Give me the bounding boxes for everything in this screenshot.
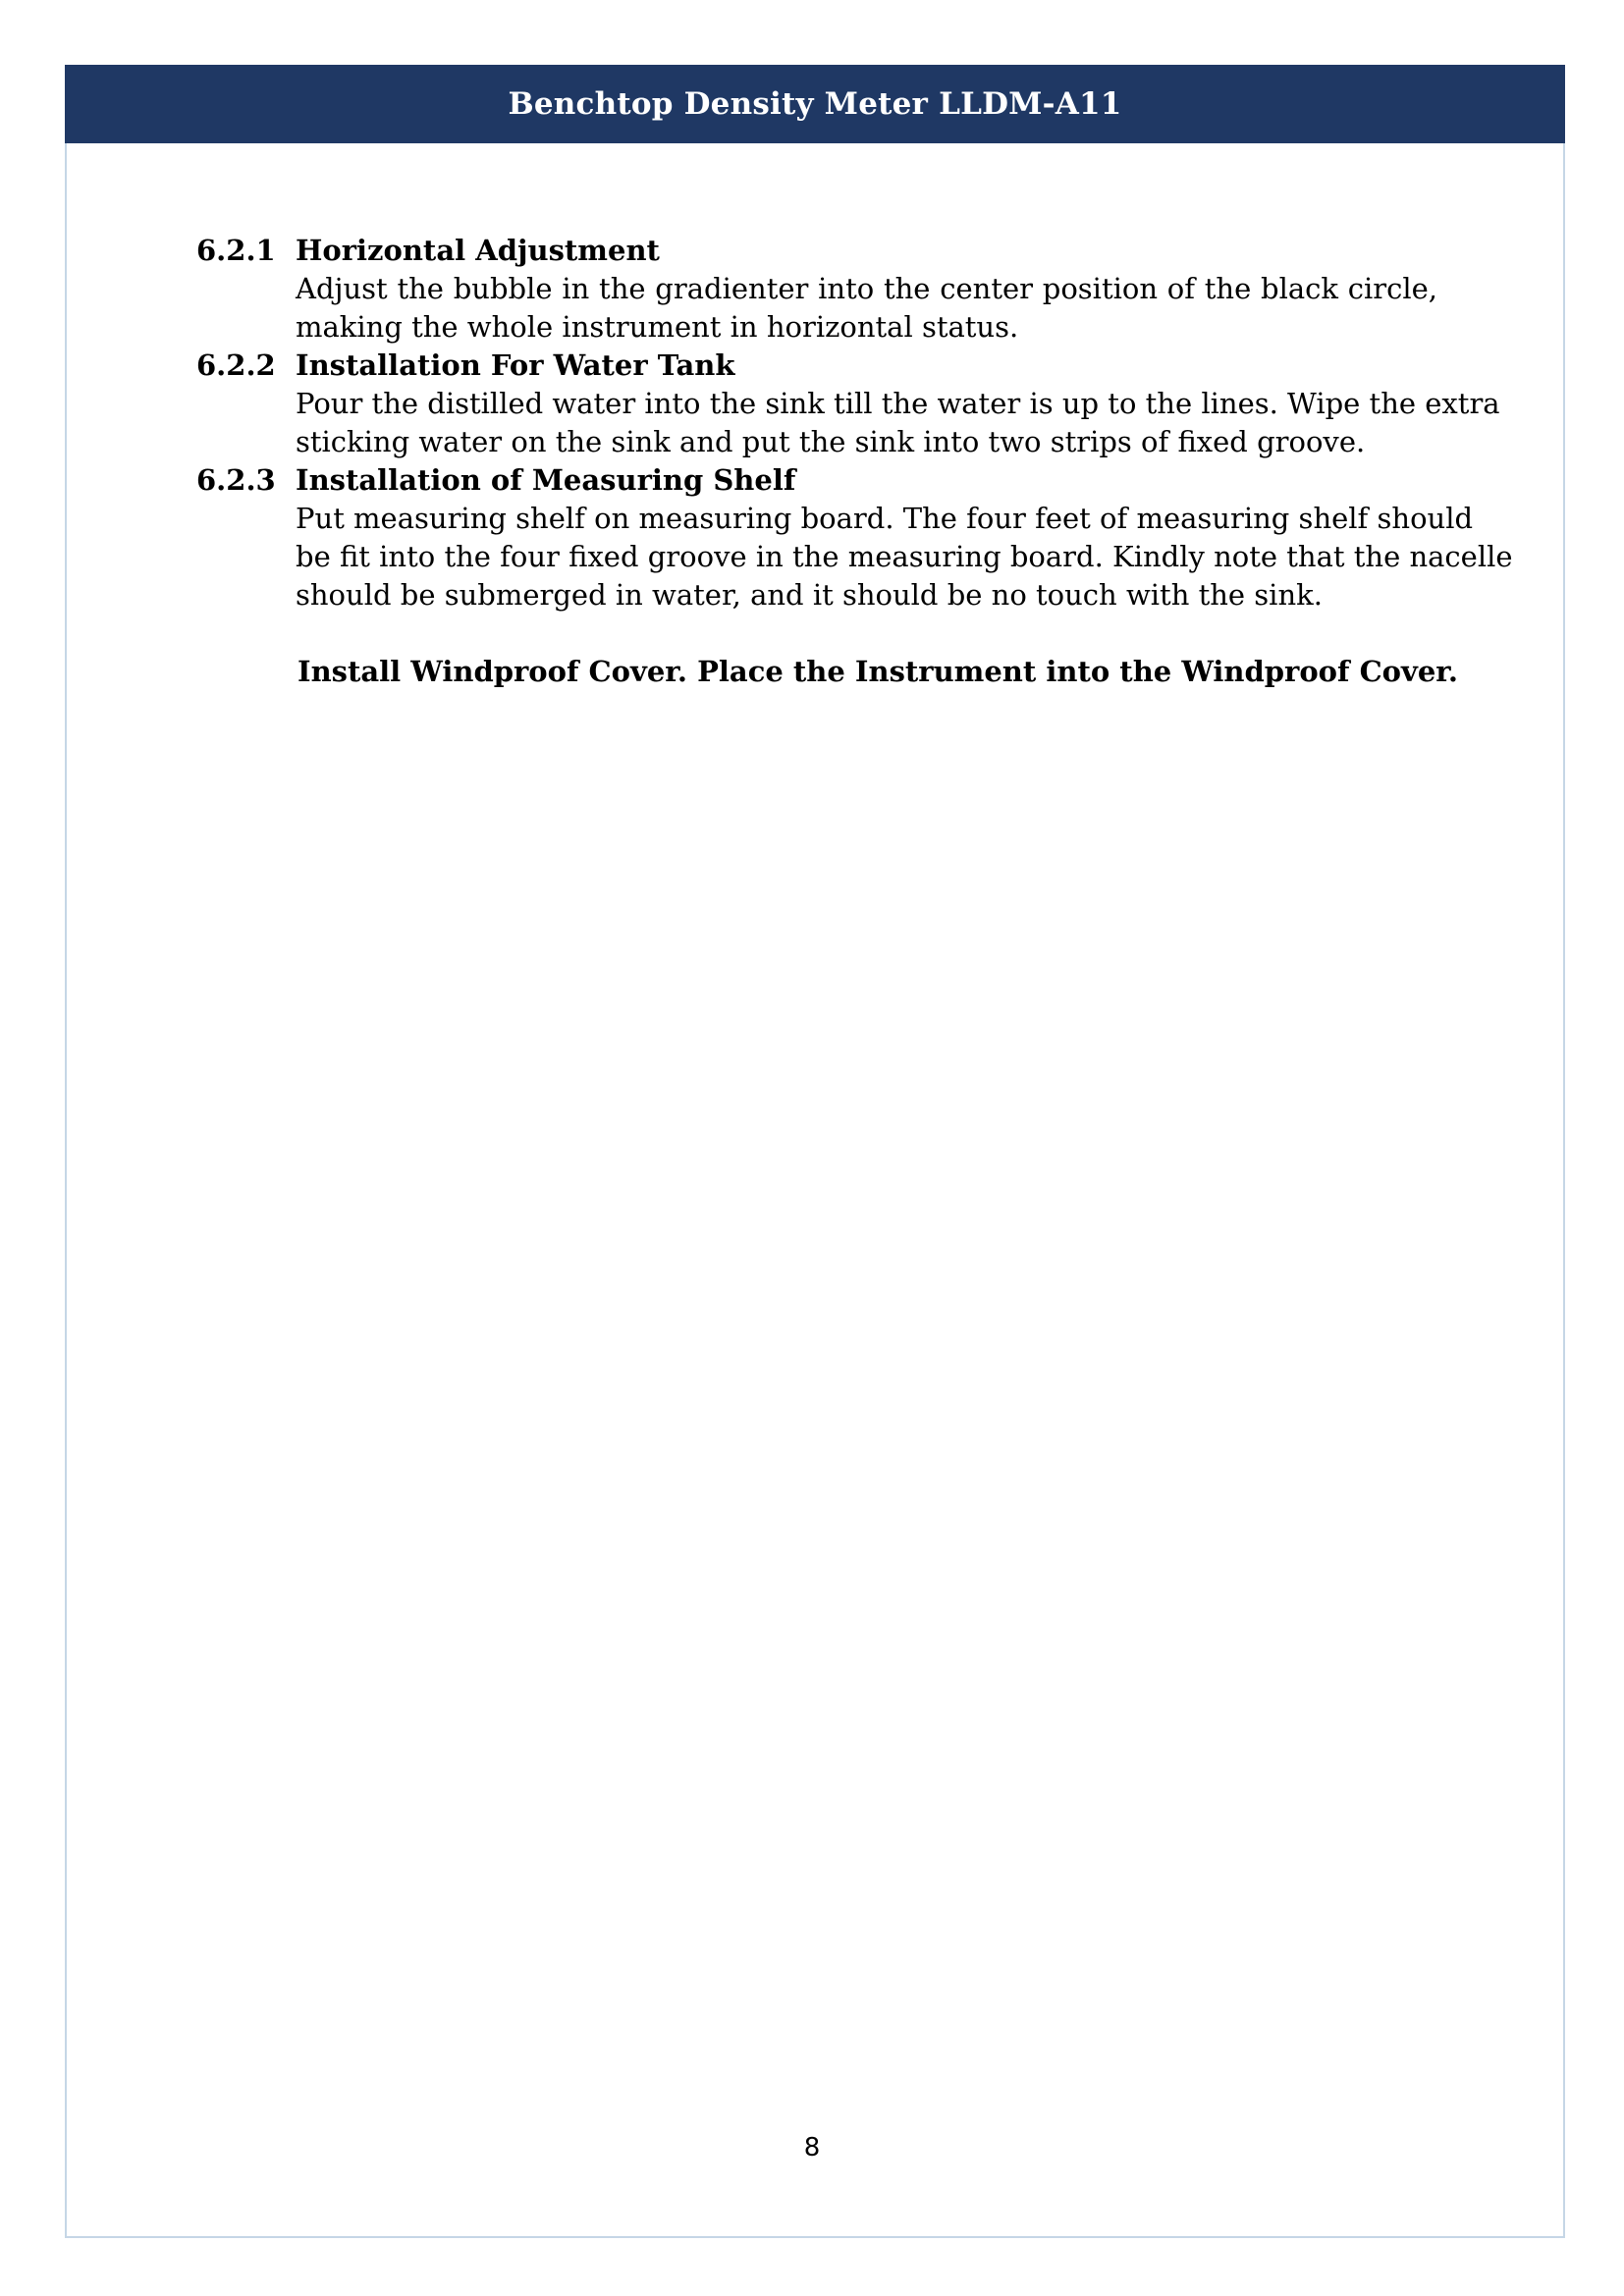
document-content <box>196 232 1513 691</box>
body-line: making the whole instrument in horizontal status. <box>296 310 1019 344</box>
section-horizontal-adjustment <box>196 232 1437 347</box>
section-body <box>296 500 1513 614</box>
section-heading <box>196 232 1437 270</box>
section-title: Horizontal Adjustment <box>296 234 660 267</box>
body-line: Put measuring shelf on measuring board. The four feet of measuring shelf should <box>296 502 1474 535</box>
section-installation-measuring-shelf <box>196 461 1513 614</box>
windproof-cover-notice: Install Windproof Cover. Place the Instrument into the Windproof Cover. <box>298 655 1459 688</box>
section-title: Installation For Water Tank <box>296 348 735 382</box>
section-number: 6.2.2 <box>196 348 276 382</box>
section-title: Installation of Measuring Shelf <box>296 463 796 497</box>
section-body <box>296 270 1437 347</box>
section-number: 6.2.3 <box>196 463 276 497</box>
page-number: 8 <box>803 2133 821 2163</box>
section-number: 6.2.1 <box>196 234 276 267</box>
body-line: sticking water on the sink and put the sink into two strips of fixed groove. <box>296 425 1366 458</box>
body-line: should be submerged in water, and it should be no touch with the sink. <box>296 578 1323 612</box>
header-bar <box>65 65 1565 143</box>
body-line: be fit into the four fixed groove in the measuring board. Kindly note that the nacelle <box>296 540 1513 573</box>
body-line: Pour the distilled water into the sink till the water is up to the lines. Wipe the extra <box>296 387 1500 420</box>
section-heading <box>196 461 1437 500</box>
document-title: Benchtop Density Meter LLDM-A11 <box>508 86 1122 122</box>
section-installation-water-tank <box>196 347 1500 461</box>
section-heading <box>196 347 1437 385</box>
section-body <box>296 385 1500 461</box>
body-line: Adjust the bubble in the gradienter into the center position of the black circle, <box>296 272 1437 305</box>
